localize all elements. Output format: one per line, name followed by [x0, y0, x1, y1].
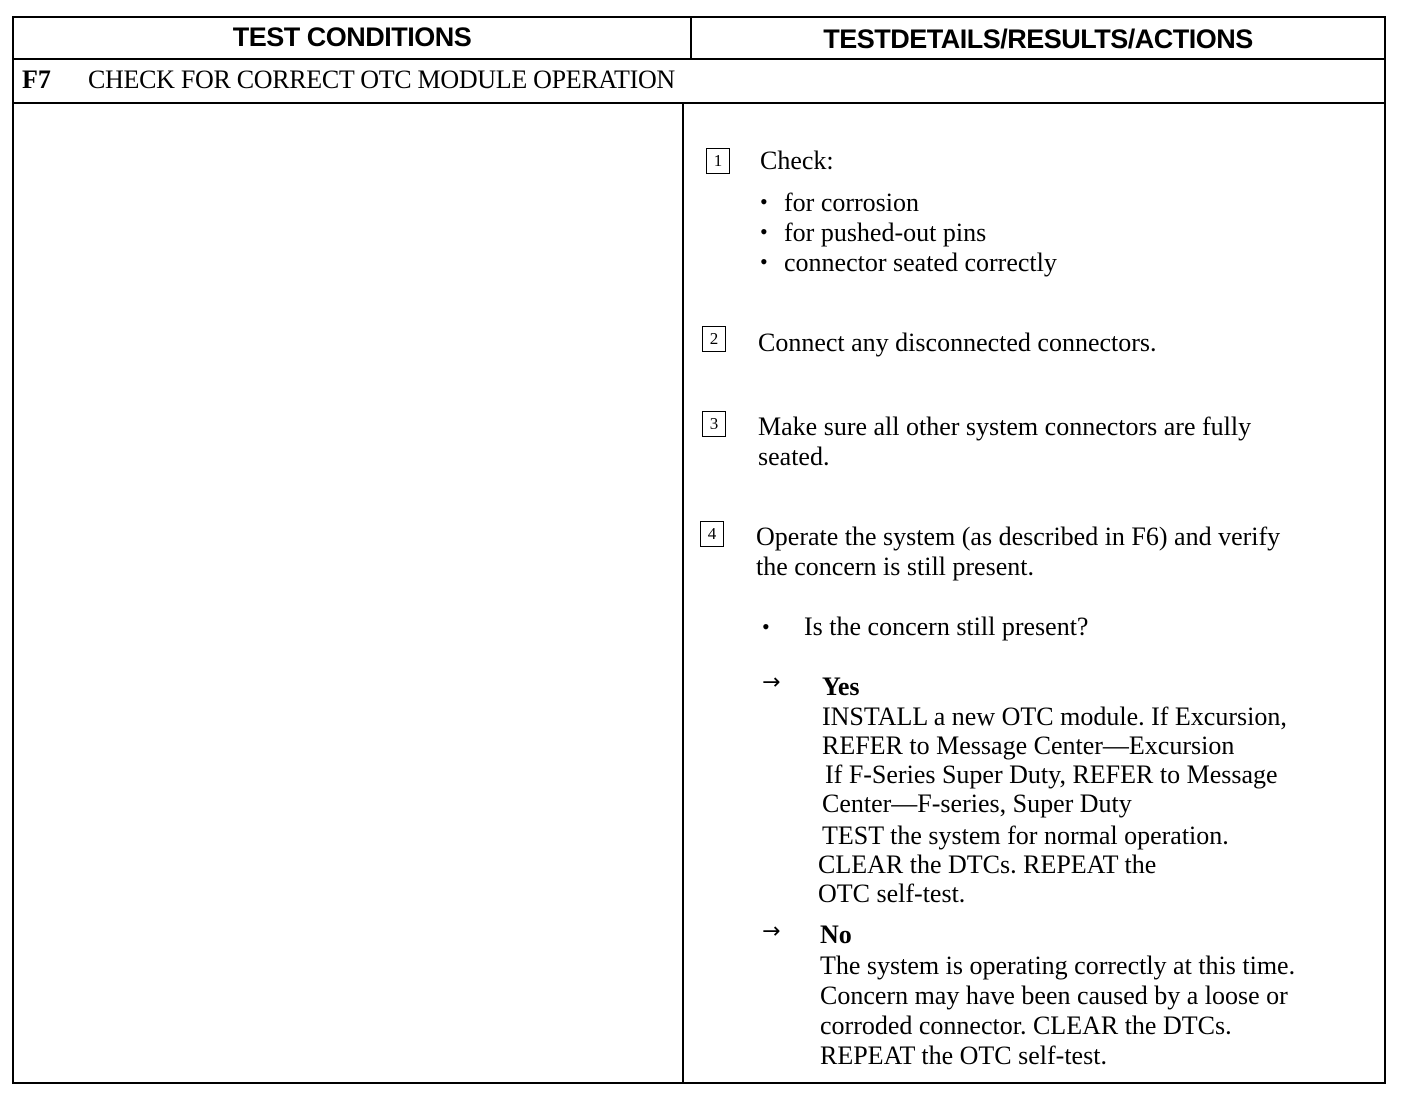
right-arrow-icon: →: [762, 670, 781, 695]
step-3-text: [758, 412, 1251, 472]
step-4-text: [756, 522, 1280, 582]
yes-line: Center—F-series, Super Duty: [822, 789, 1132, 818]
step-1-bullet-list: [760, 188, 1057, 278]
section-id: F7: [22, 65, 51, 94]
step-2-text: Connect any disconnected connectors.: [758, 328, 1157, 357]
step-3-line-1: Make sure all other system connectors are fully: [758, 412, 1252, 441]
step-3-box: 3: [702, 411, 726, 437]
list-item: • for pushed-out pins: [760, 218, 1057, 248]
procedure-table: [12, 16, 1386, 1084]
question-bullet-icon: •: [762, 614, 770, 639]
no-line: REPEAT the OTC self-test.: [820, 1041, 1107, 1070]
step-3-line-2: seated.: [758, 442, 830, 471]
no-line: corroded connector. CLEAR the DTCs.: [820, 1011, 1232, 1040]
list-item: • connector seated correctly: [760, 248, 1057, 278]
yes-line: INSTALL a new OTC module. If Excursion,: [822, 702, 1287, 731]
yes-line: OTC self-test.: [818, 879, 966, 908]
header-test-conditions: TEST CONDITIONS: [14, 18, 692, 58]
yes-line: If F-Series Super Duty, REFER to Message: [825, 760, 1278, 789]
step-4-line-2: the concern is still present.: [756, 552, 1034, 581]
yes-line: CLEAR the DTCs. REPEAT the: [818, 850, 1157, 879]
no-line: The system is operating correctly at this time.: [820, 951, 1296, 980]
list-item: • for corrosion: [760, 188, 1057, 218]
step-4-line-1: Operate the system (as described in F6) and verify: [756, 522, 1281, 551]
step-4-box: 4: [700, 521, 724, 547]
yes-line: TEST the system for normal operation.: [822, 821, 1229, 850]
yes-line: REFER to Message Center—Excursion: [822, 731, 1235, 760]
table-header: [14, 18, 1384, 60]
section-row: [14, 60, 1384, 104]
right-arrow-icon: →: [762, 919, 781, 944]
step-1-box: 1: [706, 148, 730, 174]
question-text: Is the concern still present?: [804, 612, 1089, 641]
header-test-details: TESTDETAILS/RESULTS/ACTIONS: [823, 24, 1253, 54]
no-actions: [820, 951, 1295, 1071]
yes-label: Yes: [822, 672, 860, 701]
no-label: No: [820, 920, 852, 949]
section-title: CHECK FOR CORRECT OTC MODULE OPERATION: [88, 65, 675, 94]
step-1-text: Check:: [760, 146, 834, 175]
no-line: Concern may have been caused by a loose or: [820, 981, 1288, 1010]
step-2-box: 2: [702, 326, 726, 352]
column-divider: [682, 104, 684, 1082]
yes-actions: [818, 702, 1287, 908]
